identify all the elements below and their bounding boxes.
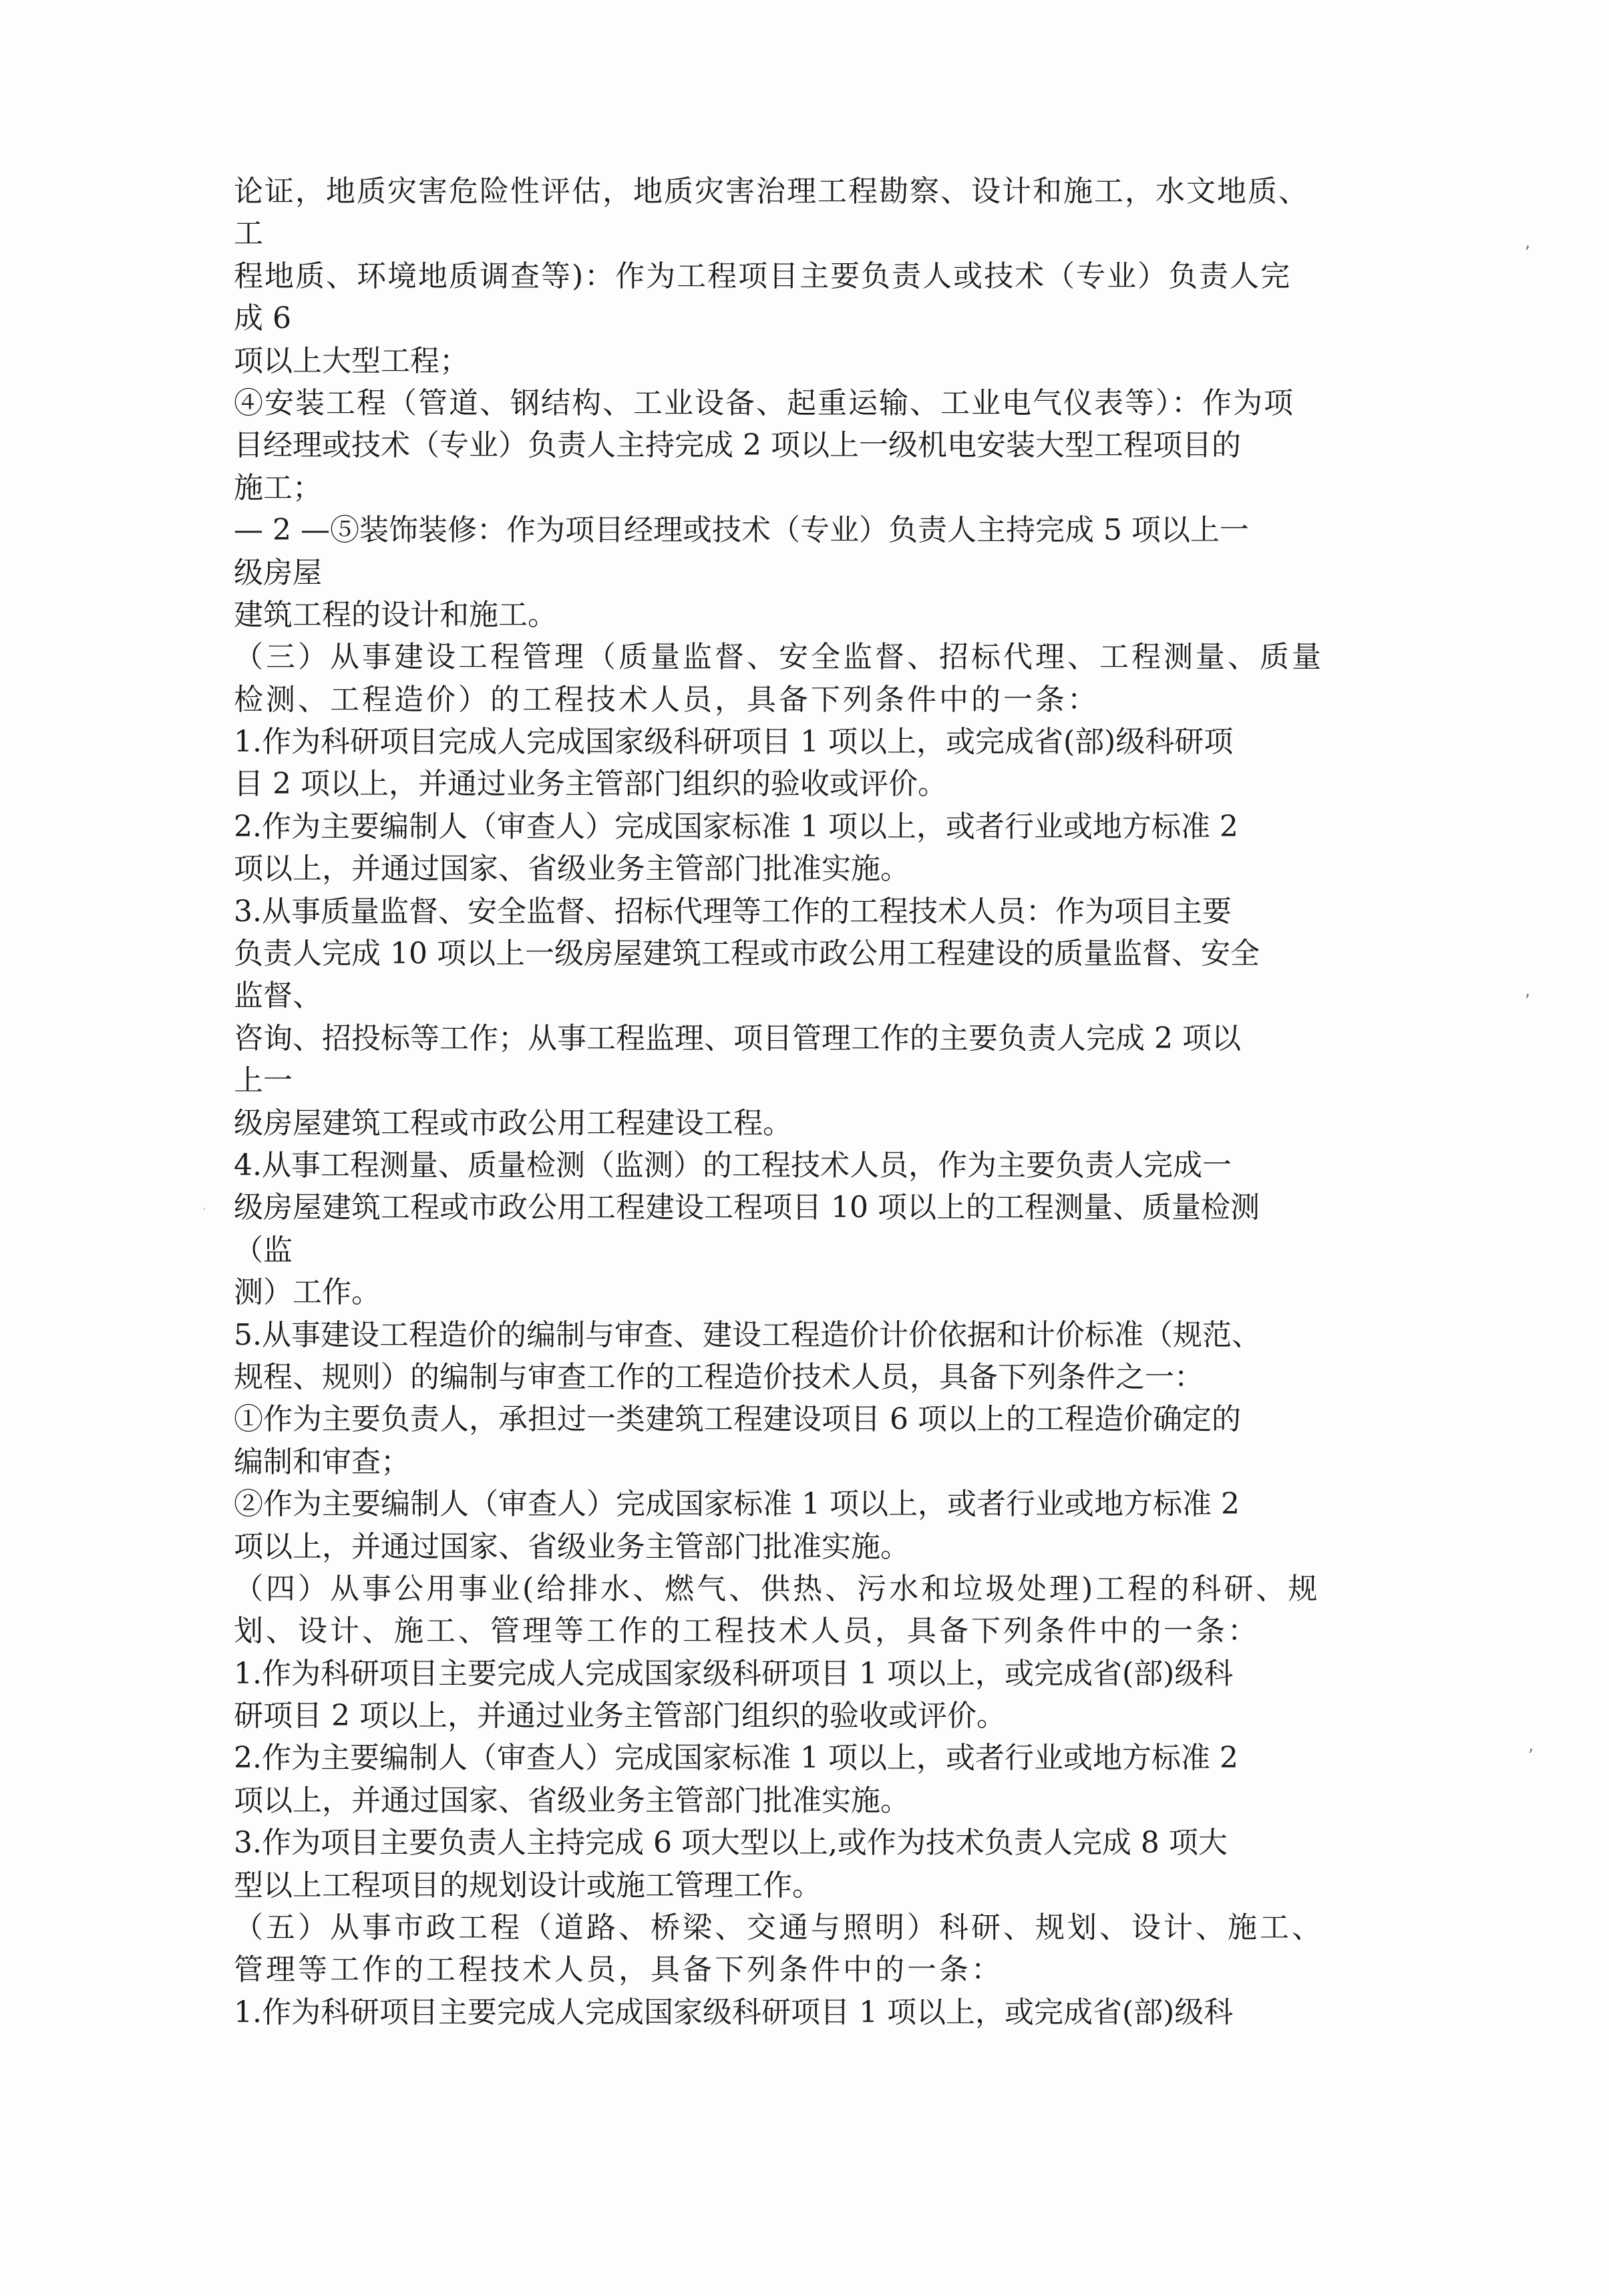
text-line: （监 [234, 1233, 293, 1267]
text-line: 程地质、环境地质调查等)：作为工程项目主要负责人或技术（专业）负责人完 [234, 259, 1292, 293]
text-line: 3.从事质量监督、安全监督、招标代理等工作的工程技术人员：作为项目主要 [234, 894, 1232, 929]
section-heading: （五）从事市政工程（道路、桥梁、交通与照明）科研、规划、设计、施工、 [234, 1911, 1324, 1945]
text-line: 5.从事建设工程造价的编制与审查、建设工程造价计价依据和计价标准（规范、 [234, 1317, 1261, 1352]
margin-mark: , [1528, 1736, 1534, 1756]
text-line: 划、设计、施工、管理等工作的工程技术人员，具备下列条件中的一条： [234, 1614, 1260, 1649]
margin-mark: , [1525, 232, 1531, 253]
text-line: 编制和审查； [234, 1444, 410, 1479]
text-line: 项以上，并通过国家、省级业务主管部门批准实施。 [234, 1529, 910, 1564]
text-line: 项以上大型工程； [234, 343, 469, 378]
text-line: ④安装工程（管道、钢结构、工业设备、起重运输、工业电气仪表等）：作为项 [234, 385, 1294, 420]
text-line: 上一 [234, 1063, 293, 1098]
text-line: 研项目 2 项以上，并通过业务主管部门组织的验收或评价。 [234, 1699, 1006, 1734]
text-line: 建筑工程的设计和施工。 [234, 597, 557, 632]
text-line: — 2 —⑤装饰装修：作为项目经理或技术（专业）负责人主持完成 5 项以上一 [234, 513, 1249, 548]
text-line: 监督、 [234, 979, 322, 1013]
text-line: 目经理或技术（专业）负责人主持完成 2 项以上一级机电安装大型工程项目的 [234, 428, 1241, 463]
text-line: 施工； [234, 470, 322, 505]
text-line: 工 [234, 216, 263, 251]
text-line: 测）工作。 [234, 1275, 381, 1310]
text-line: ①作为主要负责人，承担过一类建筑工程建设项目 6 项以上的工程造价确定的 [234, 1402, 1241, 1437]
text-line: 项以上，并通过国家、省级业务主管部门批准实施。 [234, 852, 910, 886]
text-line: ②作为主要编制人（审查人）完成国家标准 1 项以上，或者行业或地方标准 2 [234, 1487, 1240, 1522]
text-line: 检测、工程造价）的工程技术人员，具备下列条件中的一条： [234, 682, 1099, 717]
section-heading: （三）从事建设工程管理（质量监督、安全监督、招标代理、工程测量、质量 [234, 640, 1324, 675]
text-line: 咨询、招投标等工作；从事工程监理、项目管理工作的主要负责人完成 2 项以 [234, 1021, 1241, 1055]
text-line: 规程、规则）的编制与审查工作的工程造价技术人员，具备下列条件之一： [234, 1359, 1204, 1394]
text-line: 2.作为主要编制人（审查人）完成国家标准 1 项以上，或者行业或地方标准 2 [234, 1741, 1238, 1776]
text-line: 成 6 [234, 301, 291, 336]
text-line: 1.作为科研项目完成人完成国家级科研项目 1 项以上，或完成省(部)级科研项 [234, 725, 1234, 760]
text-line: 项以上，并通过国家、省级业务主管部门批准实施。 [234, 1783, 910, 1818]
text-line: 2.作为主要编制人（审查人）完成国家标准 1 项以上，或者行业或地方标准 2 [234, 809, 1238, 844]
text-line: 型以上工程项目的规划设计或施工管理工作。 [234, 1868, 822, 1903]
text-line: 级房屋 [234, 555, 322, 590]
text-line: 管理等工作的工程技术人员，具备下列条件中的一条： [234, 1953, 1003, 1987]
text-line: 3.作为项目主要负责人主持完成 6 项大型以上,或作为技术负责人完成 8 项大 [234, 1826, 1228, 1860]
text-line: 1.作为科研项目主要完成人完成国家级科研项目 1 项以上，或完成省(部)级科 [234, 1995, 1234, 2029]
document-body [234, 170, 1383, 2033]
section-heading: （四）从事公用事业(给排水、燃气、供热、污水和垃圾处理)工程的科研、规 [234, 1571, 1320, 1606]
text-line: 负责人完成 10 项以上一级房屋建筑工程或市政公用工程建设的质量监督、安全 [234, 937, 1260, 971]
text-line: 级房屋建筑工程或市政公用工程建设工程。 [234, 1106, 792, 1140]
text-line: 目 2 项以上，并通过业务主管部门组织的验收或评价。 [234, 767, 947, 802]
text-line: 级房屋建筑工程或市政公用工程建设工程项目 10 项以上的工程测量、质量检测 [234, 1190, 1260, 1225]
margin-mark: · [202, 1202, 206, 1216]
margin-mark: , [1525, 981, 1531, 1001]
text-line: 1.作为科研项目主要完成人完成国家级科研项目 1 项以上，或完成省(部)级科 [234, 1656, 1234, 1691]
text-line: 论证，地质灾害危险性评估，地质灾害治理工程勘察、设计和施工，水文地质、 [234, 174, 1309, 208]
text-line: 4.从事工程测量、质量检测（监测）的工程技术人员，作为主要负责人完成一 [234, 1148, 1232, 1182]
